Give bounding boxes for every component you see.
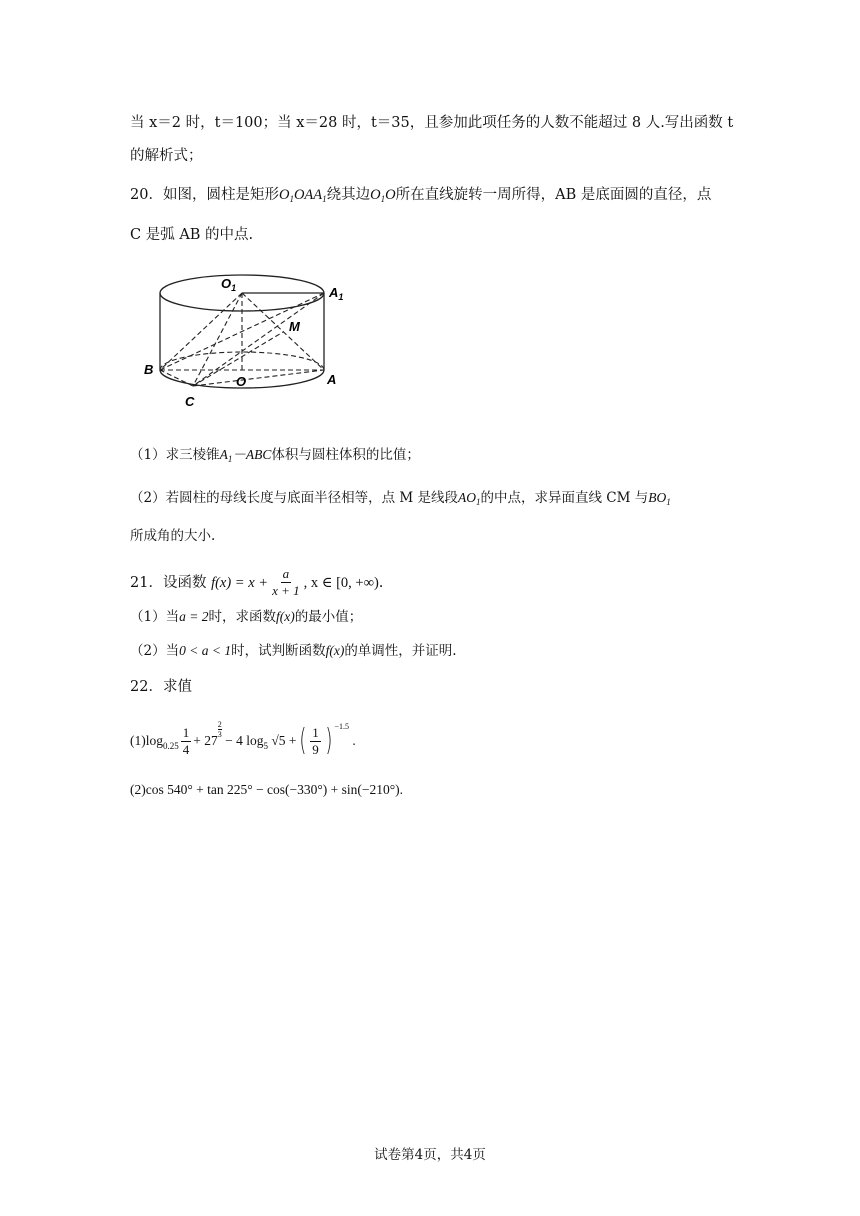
q21-f-1: f(x) xyxy=(275,609,295,624)
q22-frac-1-9: $\frac{1}{9}$ xyxy=(312,724,319,757)
q22-frac-1-4: $\frac{1}{4}$ xyxy=(182,724,190,757)
q20-part-1: （1）求三棱锥$A_1-ABC$体积与圆柱体积的比值； xyxy=(130,447,420,464)
q22-part-2: (2)cos 540° + tan 225° − cos(−330°) + sin(−210°). xyxy=(130,782,404,797)
q20-number: 20． xyxy=(130,187,163,203)
q21-function: f(x) = x + xyxy=(211,574,269,591)
q20-seg-ao1: $AO_1$ xyxy=(458,490,481,507)
q21-domain: , x ∈ [0, +∞) xyxy=(303,574,379,591)
q20-part-2: （2）若圆柱的母线长度与底面半径相等，点 M 是线段$AO_1$的中点，求异面直线 CM 与$BO_1$ xyxy=(130,490,671,507)
q22-exp-2-3: 2 3 xyxy=(217,719,222,739)
q21-cond-1: a = 2 xyxy=(179,609,209,624)
q20-text-c: 所在直线旋转一周所得，AB 是底面圆的直径，点 xyxy=(395,187,712,203)
label-o1: $O_1$ xyxy=(221,276,237,293)
intro-line-2: 的解析式； xyxy=(130,148,203,164)
cylinder-figure xyxy=(135,268,375,413)
q21-fraction: $\frac{a}{x + 1}$ xyxy=(272,566,300,598)
q20-line-2: C 是弧 AB 的中点. xyxy=(130,227,254,243)
q20-part-2-line-2: 所成角的大小. xyxy=(130,528,216,544)
label-o: O xyxy=(236,374,247,389)
label-b: B xyxy=(144,362,154,377)
q21-part-2: （2）当0 < a < 1时，试判断函数f(x)的单调性，并证明. xyxy=(130,643,457,659)
q21-cond-2: 0 < a < 1 xyxy=(179,643,232,658)
page-footer: 试卷第4页，共4页 xyxy=(374,1147,486,1163)
q21-f-2: f(x) xyxy=(325,643,345,658)
q20-rect-name: $O_1OAA_1$ xyxy=(278,187,327,204)
q20-edge: $O_1O$ xyxy=(370,187,396,204)
q20-line-1 xyxy=(130,185,711,209)
q21-part-1: （1）当a = 2时，求函数f(x)的最小值； xyxy=(130,609,363,625)
q22-title: 22．求值 xyxy=(130,679,192,695)
q20-text-a: 如图，圆柱是矩形 xyxy=(162,187,279,203)
label-m: M xyxy=(289,319,300,334)
label-a1: $A_1$ xyxy=(329,285,344,302)
q20-pyramid: $A_1-ABC$ xyxy=(219,447,272,464)
q20-text-b: 绕其边 xyxy=(326,187,371,203)
q20-seg-bo1: $BO_1$ xyxy=(648,490,671,507)
label-a: A xyxy=(327,372,337,387)
label-c: C xyxy=(185,394,195,409)
q22-part-1: (1) log 0.25 $\frac{1}{4}$ + 27 2 3 − 4 log 5 √5 + ( $\frac{1}{9}$ ) −1.5 . xyxy=(130,719,356,758)
q21-line-1: 21． 设函数 f(x) = x + $\frac{a}{x + 1}$ , x ∈ [0, +∞) . xyxy=(130,566,384,598)
intro-line-1: 当 x＝2 时，t＝100；当 x＝28 时，t＝35，且参加此项任务的人数不能超过 8 人.写出函数 t xyxy=(130,115,734,131)
